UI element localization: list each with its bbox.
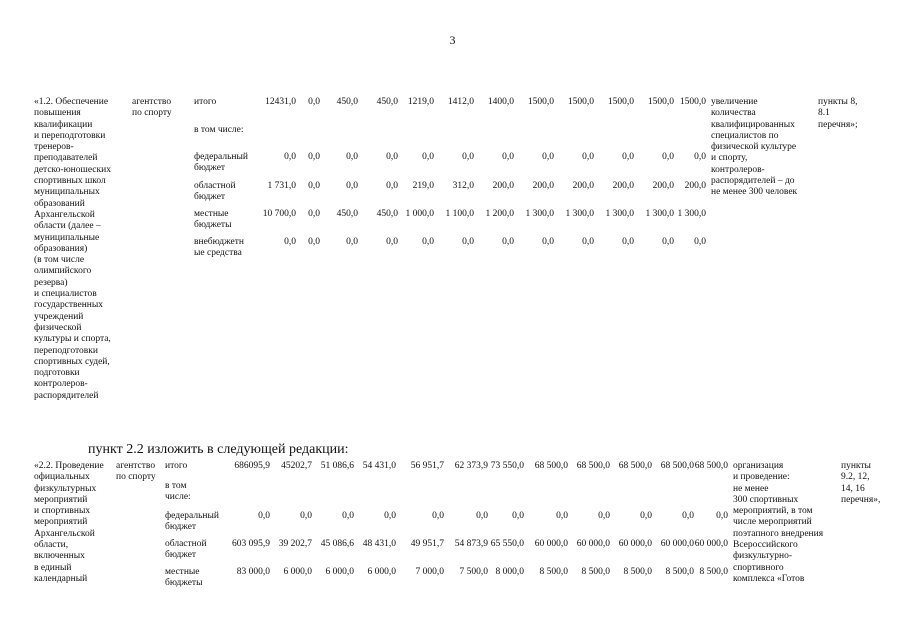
funding-source-label-line: бюджет <box>194 192 226 203</box>
funding-amount-cell: 1 300,0 <box>677 209 706 219</box>
funding-amount-cell: 54 873,9 <box>454 539 488 549</box>
expected-result-line: физкультурно- <box>733 551 793 562</box>
funding-source-label-line: итого <box>165 461 188 471</box>
funding-amount-cell: 0,0 <box>662 152 674 162</box>
funding-amount-cell: 200,0 <box>684 181 706 191</box>
funding-source-label-line: бюджеты <box>165 578 203 589</box>
measure-name-line: спортивных судей, <box>34 356 110 367</box>
measure-name-line: включенных <box>34 551 85 562</box>
funding-amount-cell: 68 500,0 <box>694 461 728 471</box>
funding-source-label-line: в том числе: <box>194 125 244 135</box>
funding-amount-cell: 0,0 <box>258 511 270 521</box>
reference-items-line: 14, 16 <box>841 483 865 494</box>
funding-amount-cell: 0,0 <box>622 152 634 162</box>
measure-name-line: и переподготовки <box>34 130 106 141</box>
funding-amount-cell: 68 500,0 <box>576 461 610 471</box>
funding-source-label <box>165 567 202 590</box>
funding-amount-cell: 200,0 <box>572 181 594 191</box>
funding-amount-cell: 0,0 <box>502 237 514 247</box>
funding-amount-cell: 60 000,0 <box>660 539 694 549</box>
funding-amount-cell: 10 700,0 <box>262 209 296 219</box>
expected-result-line: поэтапного внедрения <box>733 528 824 539</box>
funding-amount-cell: 1 000,0 <box>405 209 434 219</box>
measure-name-line: преподавателей <box>34 153 98 164</box>
funding-source-label-line: федеральный <box>194 152 248 162</box>
funding-amount-cell: 686095,9 <box>234 461 270 471</box>
funding-amount-cell: 0,0 <box>542 152 554 162</box>
funding-amount-cell: 1 300,0 <box>605 209 634 219</box>
funding-amount-cell: 200,0 <box>612 181 634 191</box>
expected-result-line: числе мероприятий <box>733 517 812 528</box>
funding-source-label <box>165 461 187 472</box>
funding-source-label-line: итого <box>194 97 217 107</box>
executor-name-line: по спорту <box>132 108 172 119</box>
funding-amount-cell: 39 202,7 <box>278 539 312 549</box>
funding-amount-cell: 8 500,0 <box>539 567 568 577</box>
expected-result-line: Всероссийского <box>733 540 798 551</box>
funding-amount-cell: 0,0 <box>476 511 488 521</box>
funding-amount-cell: 0,0 <box>542 237 554 247</box>
measure-name-line: календарный <box>34 573 88 584</box>
funding-amount-cell: 0,0 <box>284 152 296 162</box>
measure-name-line: резерва) <box>34 277 68 288</box>
funding-amount-cell: 0,0 <box>432 511 444 521</box>
funding-amount-cell: 0,0 <box>640 511 652 521</box>
measure-name-line: в единый <box>34 562 72 573</box>
funding-amount-cell: 1 731,0 <box>267 181 296 191</box>
measure-name-line: и спортивных <box>34 506 91 517</box>
funding-amount-cell: 0,0 <box>300 511 312 521</box>
funding-amount-cell: 68 500,0 <box>660 461 694 471</box>
expected-result-line: организация <box>733 461 784 471</box>
funding-amount-cell: 49 951,7 <box>410 539 444 549</box>
funding-amount-cell: 45202,7 <box>281 461 312 471</box>
funding-amount-cell: 60 000,0 <box>618 539 652 549</box>
measure-name-line: тренеров- <box>34 142 74 153</box>
funding-amount-cell: 0,0 <box>662 237 674 247</box>
expected-result-line: физической культуре <box>711 142 797 153</box>
measure-name-line: муниципальные <box>34 232 100 243</box>
funding-amount-cell: 0,0 <box>422 152 434 162</box>
funding-amount-cell: 8 500,0 <box>699 567 728 577</box>
measure-name-line: официальных <box>34 472 90 483</box>
funding-source-label-line: бюджет <box>165 522 197 533</box>
measure-name-line: спортивных школ <box>34 176 106 187</box>
funding-amount-cell: 0,0 <box>462 152 474 162</box>
expected-result-line: комплекса «Готов <box>733 573 805 584</box>
measure-name-line: (в том числе <box>34 255 85 266</box>
funding-amount-cell: 450,0 <box>336 97 358 107</box>
funding-amount-cell: 54 431,0 <box>362 461 396 471</box>
reference-items-line: пункты 8, <box>818 97 858 107</box>
measure-name-line: Архангельской <box>34 528 95 539</box>
measure-name-line: распорядителей <box>34 390 99 401</box>
funding-amount-cell: 83 000,0 <box>236 567 270 577</box>
reference-items <box>841 461 880 506</box>
funding-source-label <box>194 181 236 204</box>
measure-name-line: области, <box>34 540 69 551</box>
reference-items <box>818 97 858 131</box>
measure-name-line: физкультурных <box>34 483 97 494</box>
funding-source-label-line: местные <box>165 567 200 577</box>
funding-amount-cell: 200,0 <box>492 181 514 191</box>
funding-source-label-line: федеральный <box>165 511 219 521</box>
funding-amount-cell: 1500,0 <box>647 97 674 107</box>
funding-amount-cell: 6 000,0 <box>325 567 354 577</box>
expected-result <box>733 461 823 585</box>
reference-items-line: пункты <box>841 461 871 471</box>
measure-name-line: квалификации <box>34 119 93 130</box>
expected-result-line: не менее 300 человек <box>711 187 798 198</box>
funding-amount-cell: 60 000,0 <box>534 539 568 549</box>
funding-amount-cell: 0,0 <box>512 511 524 521</box>
funding-amount-cell: 68 500,0 <box>534 461 568 471</box>
funding-amount-cell: 65 550,0 <box>490 539 524 549</box>
funding-amount-cell: 45 086,6 <box>320 539 354 549</box>
funding-amount-cell: 0,0 <box>308 209 320 219</box>
funding-source-label-line: бюджет <box>194 163 226 174</box>
funding-source-label-line: числе: <box>165 492 191 503</box>
funding-source-label <box>194 152 248 175</box>
funding-amount-cell: 51 086,6 <box>320 461 354 471</box>
funding-amount-cell: 68 500,0 <box>618 461 652 471</box>
expected-result-line: и проведение: <box>733 472 790 483</box>
funding-amount-cell: 1 100,0 <box>445 209 474 219</box>
funding-amount-cell: 0,0 <box>682 511 694 521</box>
funding-amount-cell: 60 000,0 <box>694 539 728 549</box>
measure-name-line: контролеров- <box>34 379 88 390</box>
funding-amount-cell: 0,0 <box>462 237 474 247</box>
reference-items-line: 8.1 <box>818 108 830 119</box>
measure-name-line: «2.2. Проведение <box>34 461 104 471</box>
funding-amount-cell: 219,0 <box>412 181 434 191</box>
funding-amount-cell: 0,0 <box>308 97 320 107</box>
expected-result-line: не менее <box>733 483 769 494</box>
measure-name-line: культуры и спорта, <box>34 334 111 345</box>
expected-result-line: увеличение <box>711 97 758 107</box>
funding-amount-cell: 0,0 <box>308 152 320 162</box>
executor-name <box>132 97 172 120</box>
funding-amount-cell: 8 000,0 <box>495 567 524 577</box>
funding-amount-cell: 450,0 <box>376 209 398 219</box>
funding-amount-cell: 0,0 <box>502 152 514 162</box>
funding-amount-cell: 0,0 <box>598 511 610 521</box>
measure-name-line: олимпийского <box>34 266 92 277</box>
funding-amount-cell: 62 373,9 <box>454 461 488 471</box>
funding-amount-cell: 48 431,0 <box>362 539 396 549</box>
funding-source-label <box>165 481 191 504</box>
funding-amount-cell: 1 200,0 <box>485 209 514 219</box>
funding-source-label-line: внебюджетн <box>194 237 244 247</box>
funding-amount-cell: 7 500,0 <box>459 567 488 577</box>
funding-amount-cell: 0,0 <box>284 237 296 247</box>
funding-amount-cell: 0,0 <box>556 511 568 521</box>
funding-amount-cell: 0,0 <box>386 181 398 191</box>
funding-amount-cell: 1500,0 <box>679 97 706 107</box>
measure-name-line: мероприятий <box>34 517 88 528</box>
measure-name-line: физической <box>34 322 82 333</box>
funding-source-label <box>194 209 231 232</box>
expected-result <box>711 97 797 199</box>
executor-name <box>116 461 156 484</box>
measure-name-line: «1.2. Обеспечение <box>34 97 109 107</box>
funding-amount-cell: 73 550,0 <box>490 461 524 471</box>
funding-amount-cell: 450,0 <box>376 97 398 107</box>
measure-name-line: государственных <box>34 300 104 311</box>
funding-amount-cell: 0,0 <box>422 237 434 247</box>
funding-source-label <box>194 237 244 260</box>
measure-name-line: учреждений <box>34 311 84 322</box>
measure-name-line: подготовки <box>34 368 80 379</box>
measure-name-line: повышения <box>34 108 81 119</box>
reference-items-line: перечня»; <box>818 119 858 130</box>
funding-amount-cell: 0,0 <box>346 181 358 191</box>
funding-source-label-line: бюджет <box>165 550 197 561</box>
funding-amount-cell: 8 500,0 <box>665 567 694 577</box>
reference-items-line: 9.2, 12, <box>841 472 870 483</box>
funding-amount-cell: 1219,0 <box>407 97 434 107</box>
funding-source-label-line: ые средства <box>194 248 242 259</box>
funding-amount-cell: 0,0 <box>716 511 728 521</box>
expected-result-line: мероприятий, в том <box>733 506 813 517</box>
expected-result-line: специалистов по <box>711 130 779 141</box>
funding-amount-cell: 12431,0 <box>265 97 296 107</box>
measure-name <box>34 461 114 585</box>
funding-source-label-line: областной <box>194 181 236 191</box>
funding-amount-cell: 603 095,9 <box>232 539 270 549</box>
expected-result-line: 300 спортивных <box>733 494 799 505</box>
funding-amount-cell: 0,0 <box>582 237 594 247</box>
funding-source-label-line: в том <box>165 481 187 491</box>
funding-amount-cell: 0,0 <box>694 237 706 247</box>
executor-name-line: агентство <box>132 97 172 107</box>
expected-result-line: и спорту, <box>711 153 748 164</box>
executor-name-line: агентство <box>116 461 156 471</box>
measure-name-line: муниципальных <box>34 187 100 198</box>
funding-amount-cell: 0,0 <box>386 237 398 247</box>
measure-name-line: образований <box>34 198 85 209</box>
funding-amount-cell: 1500,0 <box>567 97 594 107</box>
measure-name-line: области (далее – <box>34 221 101 232</box>
expected-result-line: квалифицированных <box>711 119 795 130</box>
funding-amount-cell: 1500,0 <box>607 97 634 107</box>
funding-amount-cell: 0,0 <box>622 237 634 247</box>
funding-amount-cell: 200,0 <box>532 181 554 191</box>
funding-amount-cell: 8 500,0 <box>623 567 652 577</box>
measure-name-line: детско-юношеских <box>34 164 111 175</box>
funding-amount-cell: 0,0 <box>342 511 354 521</box>
funding-source-label-line: бюджеты <box>194 220 232 231</box>
funding-source-label <box>165 539 207 562</box>
funding-amount-cell: 1400,0 <box>487 97 514 107</box>
funding-amount-cell: 0,0 <box>308 181 320 191</box>
funding-amount-cell: 0,0 <box>694 152 706 162</box>
funding-amount-cell: 8 500,0 <box>581 567 610 577</box>
executor-name-line: по спорту <box>116 472 156 483</box>
measure-name-line: мероприятий <box>34 494 88 505</box>
funding-source-label <box>165 511 219 534</box>
measure-name <box>34 97 130 402</box>
funding-amount-cell: 0,0 <box>582 152 594 162</box>
funding-source-label-line: местные <box>194 209 229 219</box>
funding-amount-cell: 7 000,0 <box>415 567 444 577</box>
reference-items-line: перечня», <box>841 494 881 505</box>
funding-amount-cell: 1 300,0 <box>645 209 674 219</box>
funding-amount-cell: 0,0 <box>346 152 358 162</box>
expected-result-line: спортивного <box>733 562 784 573</box>
funding-amount-cell: 1 300,0 <box>565 209 594 219</box>
expected-result-line: контролеров- <box>711 164 765 175</box>
funding-amount-cell: 1 300,0 <box>525 209 554 219</box>
funding-amount-cell: 0,0 <box>308 237 320 247</box>
funding-amount-cell: 0,0 <box>384 511 396 521</box>
funding-source-label <box>194 125 244 136</box>
expected-result-line: количества <box>711 108 756 119</box>
funding-amount-cell: 1412,0 <box>447 97 474 107</box>
funding-amount-cell: 6 000,0 <box>283 567 312 577</box>
funding-amount-cell: 60 000,0 <box>576 539 610 549</box>
measure-name-line: и специалистов <box>34 289 97 300</box>
funding-amount-cell: 312,0 <box>452 181 474 191</box>
funding-amount-cell: 56 951,7 <box>410 461 444 471</box>
section-heading: пункт 2.2 изложить в следующей редакции: <box>88 441 349 457</box>
funding-amount-cell: 6 000,0 <box>367 567 396 577</box>
funding-amount-cell: 450,0 <box>336 209 358 219</box>
funding-amount-cell: 0,0 <box>346 237 358 247</box>
measure-name-line: переподготовки <box>34 345 98 356</box>
expected-result-line: распорядителей – до <box>711 176 795 187</box>
funding-amount-cell: 200,0 <box>652 181 674 191</box>
measure-name-line: Архангельской <box>34 209 95 220</box>
measure-name-line: образования) <box>34 243 88 254</box>
funding-amount-cell: 0,0 <box>386 152 398 162</box>
funding-source-label-line: областной <box>165 539 207 549</box>
page-number: 3 <box>449 33 456 47</box>
funding-source-label <box>194 97 216 108</box>
funding-amount-cell: 1500,0 <box>527 97 554 107</box>
